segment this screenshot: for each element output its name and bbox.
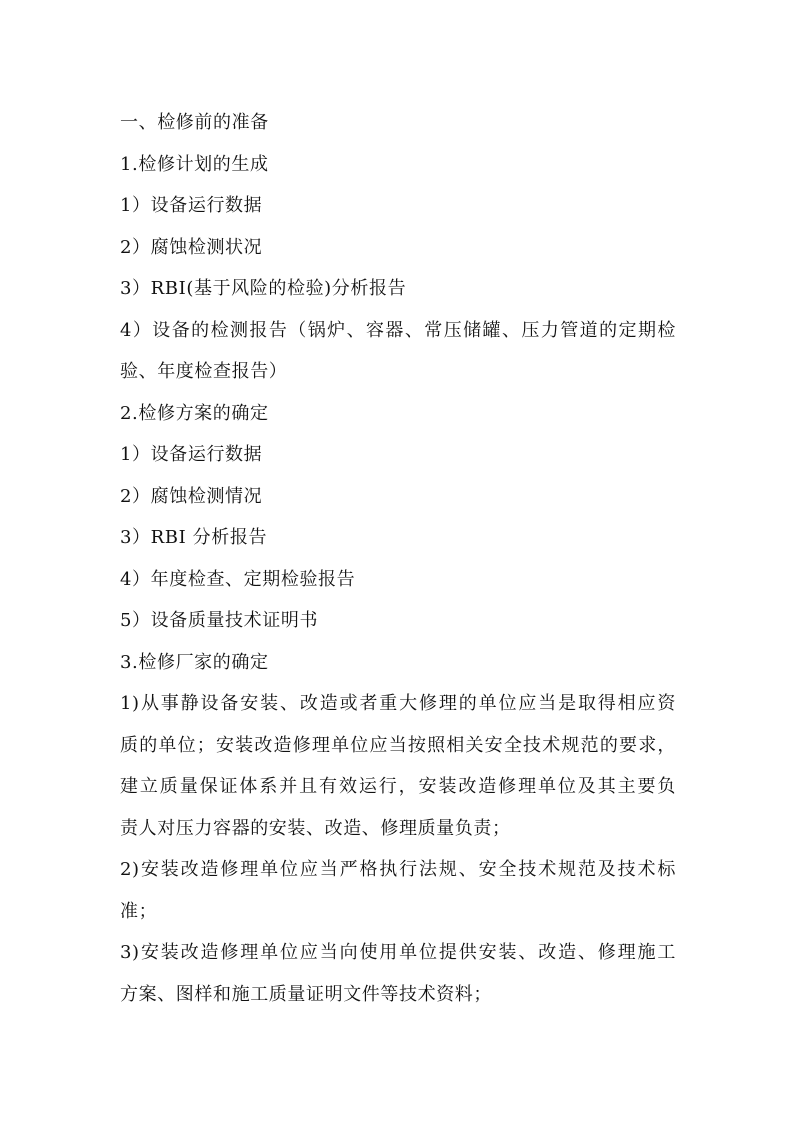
paragraph-line: 准； <box>120 900 158 922</box>
list-item-inspection-reports <box>120 310 676 393</box>
list-item: 3）RBI(基于风险的检验)分析报告 <box>120 278 407 299</box>
subsection-heading-vendor: 3.检修厂家的确定 <box>120 651 269 673</box>
paragraph-line: 质的单位；安装改造修理单位应当按照相关安全技术规范的要求， <box>120 734 676 756</box>
list-item-documentation <box>120 932 676 1015</box>
list-item: 4）年度检查、定期检验报告 <box>120 568 356 590</box>
paragraph-line: 责人对压力容器的安装、改造、修理质量负责； <box>120 817 511 839</box>
subsection-heading-plan: 1.检修计划的生成 <box>120 153 269 175</box>
paragraph-line: 1)从事静设备安装、改造或者重大修理的单位应当是取得相应资 <box>120 693 676 714</box>
list-item-standards <box>120 849 676 932</box>
subsection-heading-scheme: 2.检修方案的确定 <box>120 402 269 424</box>
list-item: 1）设备运行数据 <box>120 444 263 465</box>
paragraph-line: 3)安装改造修理单位应当向使用单位提供安装、改造、修理施工 <box>120 942 676 963</box>
paragraph-line: 方案、图样和施工质量证明文件等技术资料； <box>120 983 492 1005</box>
list-item-qualification <box>120 683 676 849</box>
section-heading: 一、检修前的准备 <box>120 112 269 133</box>
list-item: 3）RBI 分析报告 <box>120 527 268 548</box>
list-item: 5）设备质量技术证明书 <box>120 610 319 631</box>
list-item: 2）腐蚀检测情况 <box>120 485 263 507</box>
document-body <box>120 102 676 1015</box>
paragraph-line: 建立质量保证体系并且有效运行，安装改造修理单位及其主要负 <box>120 776 676 797</box>
list-item: 1）设备运行数据 <box>120 195 263 216</box>
paragraph-line: 2)安装改造修理单位应当严格执行法规、安全技术规范及技术标 <box>120 859 676 880</box>
paragraph-line: 4）设备的检测报告（锅炉、容器、常压储罐、压力管道的定期检 <box>120 319 676 341</box>
list-item: 2）腐蚀检测状况 <box>120 236 263 258</box>
paragraph-line: 验、年度检查报告） <box>120 361 288 382</box>
